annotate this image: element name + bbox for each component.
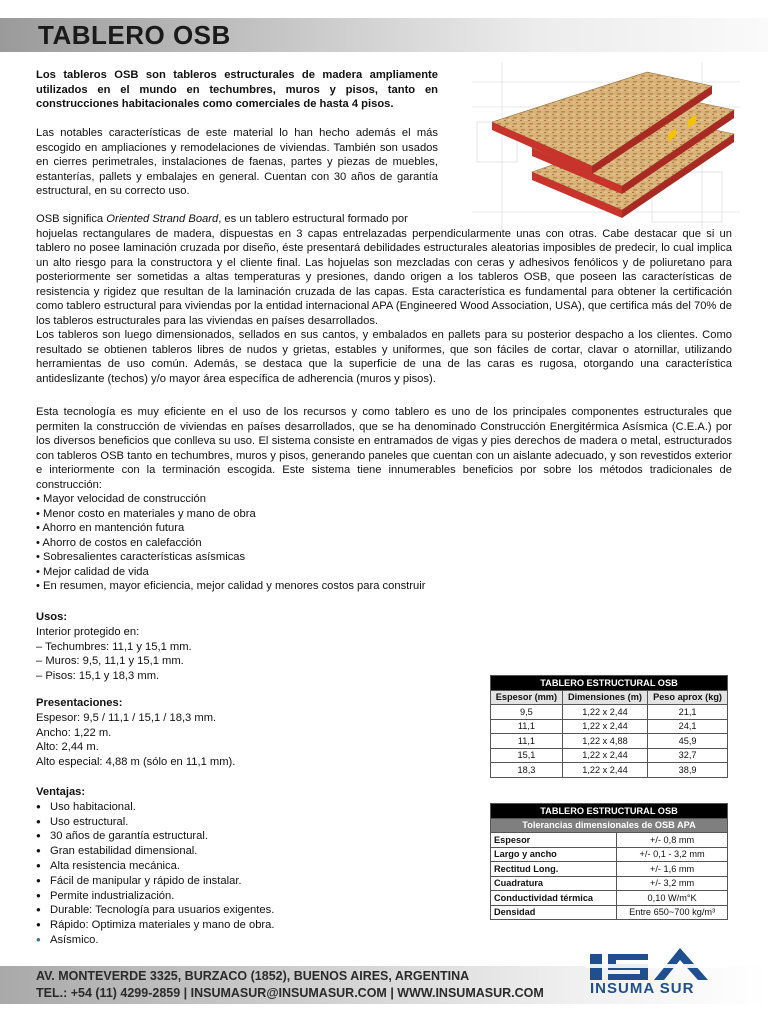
ventaja-item: ● 30 años de garantía estructural. [36,829,436,844]
table-cell: 15,1 [491,748,563,763]
paragraph-features: Las notables características de este material lo han hecho además el más escogido en ampliaciones y remodelaciones de viviendas. También son usados en cierres perimetrales, instalaciones de faenas, partes y piezas de muebles, estanterías, pallets y embalajes en general. Cuentan con 30 años de garantía estructural, en su correcto uso. [36,127,438,197]
page-header [0,18,768,52]
ventaja-item: ● Fácil de manipular y rápido de instalar. [36,874,436,889]
paragraph-technology [36,405,732,594]
paragraph-manufacturing: Los tableros son luego dimensionados, sellados en sus cantos, y embalados en pallets para su posterior despacho a los clientes. Como resultado se obtienen tableros libres de nudos y grietas, estables y uniformes, que son fáciles de cortar, clavar o atornillar, utilizando herramientas de uso común. Además, se destaca que la superficie de una de las caras es rugosa, otorgando una característica antideslizante (techos) y/o mayor área específica de adherencia (muros y pisos). [36,329,732,385]
technology-body: Esta tecnología es muy eficiente en el uso de los recursos y como tablero es uno de los principales componentes estructurales que permiten la construcción de viviendas en países desarrollados, que se ha denominado Construcción Energitérmica Asísmica (C.E.A.) por los diversos beneficios que conlleva su uso. El sistema consiste en entramados de vigas y pies derechos de madera o metal, estructurados con tableros OSB tanto en techumbres, muros y pisos, generando paneles que cuentan con un aislante adecuado, y son revestidos exterior e interiormente con la terminación escogida. Este sistema tiene innumerables beneficios por sobre los métodos tradicionales de construcción: [36,406,732,491]
ventaja-item: ● Uso habitacional. [36,800,436,815]
table-cell: Rectitud Long. [491,862,617,877]
table-cell: 38,9 [648,763,728,778]
table-row [491,705,728,720]
presentaciones-line: Ancho: 1,22 m. [36,726,112,739]
presentaciones-line: Alto: 2,44 m. [36,741,99,754]
logo-mark-icon [582,940,732,984]
page-title: TABLERO OSB [38,20,231,50]
table-cell: 1,22 x 4,88 [562,734,647,749]
column-header: Dimensiones (m) [562,690,647,705]
usos-line: Interior protegido en: [36,625,140,638]
footer-contact: TEL.: +54 (11) 4299-2859 | INSUMASUR@INSUMASUR.COM | WWW.INSUMASUR.COM [36,986,544,1000]
benefit-item: • Sobresalientes características asísmicas [36,551,246,563]
insuma-sur-logo [582,940,732,998]
table-cell: 11,1 [491,734,563,749]
usos-line: – Techumbres: 11,1 y 15,1 mm. [36,640,192,653]
ventaja-item: ● Rápido: Optimiza materiales y mano de obra. [36,918,436,933]
table-cell: +/- 1,6 mm [617,862,728,877]
intro-paragraph: Los tableros OSB son tableros estructurales de madera ampliamente utilizados en el mundo en techumbres, muros y pisos, tanto en construcciones habitacionales como comerciales de hasta 4 pisos. [36,69,438,110]
table-cell: Entre 650~700 kg/m³ [617,905,728,920]
presentaciones-line: Alto especial: 4,88 m (sólo en 11,1 mm). [36,756,236,769]
benefit-item: • Ahorro en mantención futura [36,522,185,534]
table-cell: 1,22 x 2,44 [562,705,647,720]
presentaciones-section [36,696,436,770]
table-cell: +/- 3,2 mm [617,876,728,891]
table-row [491,763,728,778]
table-row [491,847,728,862]
table-cell: 45,9 [648,734,728,749]
table-row [491,876,728,891]
benefit-item: • En resumen, mayor eficiencia, mejor calidad y menores costos para construir [36,580,426,592]
table-row [491,734,728,749]
table-cell: 24,1 [648,719,728,734]
ventaja-item: ● Uso estructural. [36,815,436,830]
table-cell: Espesor [491,833,617,848]
table-row [491,748,728,763]
usos-line: – Pisos: 15,1 y 18,3 mm. [36,670,160,683]
ventaja-item: ● Permite industrialización. [36,889,436,904]
benefit-item: • Ahorro de costos en calefacción [36,536,202,549]
tolerances-table [490,803,728,920]
table-cell: +/- 0,8 mm [617,833,728,848]
definition-lead-text-end: , es un tablero estructural formado por [218,213,408,225]
definition-body: hojuelas rectangulares de madera, dispuestas en 3 capas entrelazadas perpendicularmente unas con otras. Cabe destacar que si un tablero no posee laminación cruzada por diseño, éste presentará debilidades estructurales aleatorias imposibles de predecir, lo cual implica un alto riesgo para la constructora y el cliente final. Las hojuelas son mezcladas con ceras y adhesivos fenólicos y de poliuretano para posteriormente ser sometidas a altas temperaturas y presiones, dando origen a los tableros OSB, que poseen las características de resistencia y rigidez que resultan de la laminación cruzada de las capas. Esta característica es fundamental para obtener la certificación como tablero estructural para viviendas por la entidad internacional APA (Engineered Wood Association, USA), que certifica más del 70% de los tableros estructurales para las viviendas en países desarrollados. [36,227,732,327]
table-row [491,719,728,734]
ventaja-item: ● Gran estabilidad dimensional. [36,844,436,859]
tolerances-table-subtitle: Tolerancias dimensionales de OSB APA [491,818,728,833]
usos-section [36,610,436,684]
ventaja-item: ● Asísmico. [36,933,436,948]
footer-address: AV. MONTEVERDE 3325, BURZACO (1852), BUENOS AIRES, ARGENTINA [36,969,470,983]
benefit-item: • Mayor velocidad de construcción [36,493,206,505]
paragraph-osb-definition [36,212,732,386]
logo-text: INSUMA SUR [590,980,695,997]
table-cell: 9,5 [491,705,563,720]
osb-boards-illustration [472,62,740,232]
dimensions-table [490,675,728,778]
benefit-item: • Menor costo en materiales y mano de obra [36,507,256,520]
definition-lead [36,212,438,227]
ventajas-section [36,785,436,948]
table-cell: Densidad [491,905,617,920]
table-cell: 32,7 [648,748,728,763]
table-cell: 18,3 [491,763,563,778]
tolerances-table-title: TABLERO ESTRUCTURAL OSB [491,804,728,819]
ventajas-list [36,800,436,948]
table-row [491,862,728,877]
ventajas-title: Ventajas: [36,786,86,798]
table-row [491,891,728,906]
table-row [491,905,728,920]
table-row [491,833,728,848]
usos-title: Usos: [36,611,68,623]
benefit-item: • Mejor calidad de vida [36,565,149,578]
definition-lead-text: OSB significa [36,213,107,225]
table-cell: Largo y ancho [491,847,617,862]
table-cell: 1,22 x 2,44 [562,763,647,778]
presentaciones-line: Espesor: 9,5 / 11,1 / 15,1 / 18,3 mm. [36,711,217,724]
definition-term: Oriented Strand Board [106,213,219,225]
presentaciones-title: Presentaciones: [36,697,123,709]
table-cell: 11,1 [491,719,563,734]
column-header: Espesor (mm) [491,690,563,705]
table-cell: 1,22 x 2,44 [562,719,647,734]
table-cell: 1,22 x 2,44 [562,748,647,763]
table-cell: +/- 0,1 - 3,2 mm [617,847,728,862]
ventaja-item: ● Durable: Tecnología para usuarios exigentes. [36,903,436,918]
column-header: Peso aprox (kg) [648,690,728,705]
usos-line: – Muros: 9,5, 11,1 y 15,1 mm. [36,655,184,668]
table-cell: Conductividad térmica [491,891,617,906]
table-cell: Cuadratura [491,876,617,891]
dimensions-table-title: TABLERO ESTRUCTURAL OSB [491,676,728,691]
benefits-list [36,492,732,594]
table-cell: 21,1 [648,705,728,720]
ventaja-item: ● Alta resistencia mecánica. [36,859,436,874]
table-cell: 0,10 W/m°K [617,891,728,906]
